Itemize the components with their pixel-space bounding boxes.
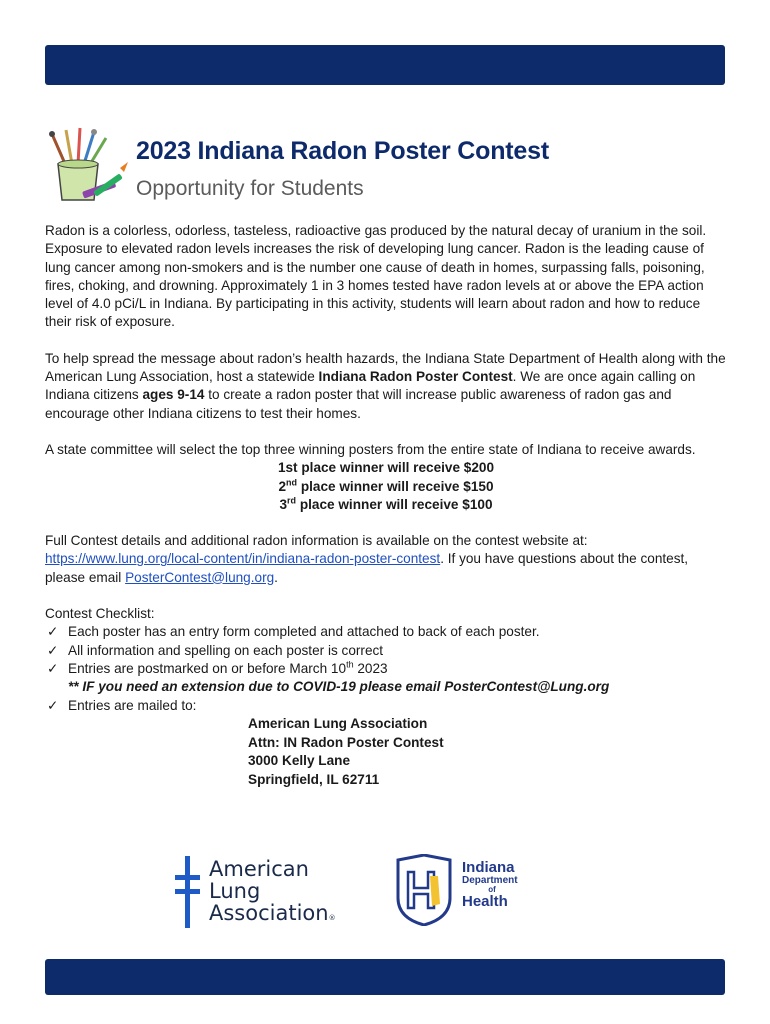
ordinal-suffix: nd — [286, 477, 298, 488]
page-subtitle: Opportunity for Students — [136, 177, 364, 200]
prize-rank: 3 — [279, 496, 288, 512]
ala-logo-line: American — [209, 857, 309, 881]
checklist-item — [45, 642, 727, 660]
checklist-item — [45, 697, 727, 715]
extension-note: ** IF you need an extension due to COVID-19 please email PosterContest@Lung.org — [68, 679, 610, 695]
ordinal-suffix: rd — [287, 495, 297, 506]
ala-logo-line — [209, 902, 336, 929]
checklist-text: 2023 — [353, 660, 388, 676]
footer-band — [45, 959, 725, 995]
idoh-logo-line: Health — [462, 893, 508, 910]
age-range: ages 9-14 — [142, 387, 205, 403]
idoh-logo-text — [462, 860, 522, 910]
contest-paragraph — [45, 350, 727, 423]
address-line: Attn: IN Radon Poster Contest — [248, 734, 444, 750]
checklist-text: Entries are postmarked on or before March 10 — [68, 660, 347, 676]
address-line: 3000 Kelly Lane — [248, 753, 351, 769]
checklist-text: Each poster has an entry form completed and attached to back of each poster. — [68, 624, 540, 640]
art-supplies-icon — [44, 126, 134, 208]
intro-paragraph: Radon is a colorless, odorless, tasteless, radioactive gas produced by the natural decay of uranium in the soil. Exposure to elevated radon levels increases the risk of developing lung cancer. Radon is the leading cause of lung cancer among non-smokers and is the number one cause of death in homes, surpassing falls, poisoning, fires, choking, and drowning. Approximately 1 in 3 homes tested have radon levels at or above the EPA action level of 4.0 pCi/L in Indiana. By participating in this activity, students will learn about radon and how to reduce their risk of exposure. — [45, 223, 707, 330]
ala-logo-word: Association — [209, 901, 329, 925]
contest-website-link[interactable]: https://www.lung.org/local-content/in/indiana-radon-poster-contest — [45, 551, 441, 567]
prize-list — [45, 459, 727, 514]
checklist-text: Entries are mailed to: — [68, 697, 197, 713]
address-line: American Lung Association — [248, 715, 428, 731]
text-span: Full Contest details and additional radon information is available on the contest website at: — [45, 533, 588, 549]
text-span: . If you have questions about the contest, please email — [45, 551, 689, 585]
contest-email-link[interactable]: PosterContest@lung.org — [125, 569, 275, 585]
prize-third — [45, 496, 727, 514]
ala-logo-text — [209, 858, 336, 929]
text-span: To help spread the message about radon’s health hazards, the Indiana State Department of Health along with the American Lung Association, host a statewide — [45, 350, 726, 385]
prize-first: 1st place winner will receive $200 — [277, 460, 495, 476]
idoh-logo-line: Indiana — [462, 859, 515, 876]
registered-mark: ® — [328, 914, 336, 922]
text-span: to create a radon poster that will increase public awareness of radon gas and encourage other Indiana citizens to test their homes. — [45, 387, 672, 421]
ordinal-suffix: th — [346, 659, 354, 670]
checklist-item — [45, 660, 727, 678]
document-body — [45, 222, 727, 790]
checkmark-icon: ✓ — [47, 697, 59, 713]
contest-name: Indiana Radon Poster Contest — [318, 369, 513, 385]
checklist — [45, 623, 727, 714]
checklist-item — [45, 623, 727, 641]
details-paragraph — [45, 532, 727, 587]
committee-paragraph: A state committee will select the top three winning posters from the entire state of Indiana to receive awards. — [45, 441, 696, 457]
prize-text: place winner will receive $100 — [296, 496, 493, 512]
ala-logo-line: Lung — [209, 879, 261, 903]
checklist-text: All information and spelling on each poster is correct — [68, 642, 384, 658]
prize-rank: 2 — [278, 478, 287, 494]
text-span: . — [274, 569, 278, 585]
mailing-address — [248, 715, 727, 790]
text-span: . We are once again calling on Indiana citizens — [45, 369, 696, 403]
prize-second — [45, 478, 727, 496]
address-line: Springfield, IL 62711 — [248, 772, 380, 788]
checkmark-icon: ✓ — [47, 660, 59, 676]
prize-text: place winner will receive $150 — [297, 478, 494, 494]
idoh-logo-line: of — [488, 885, 496, 894]
checkmark-icon: ✓ — [47, 642, 59, 658]
page-title: 2023 Indiana Radon Poster Contest — [136, 137, 549, 165]
idoh-logo-line: Department — [462, 875, 518, 886]
checkmark-icon: ✓ — [47, 624, 59, 640]
checklist-heading: Contest Checklist: — [45, 606, 155, 622]
header-band — [45, 45, 725, 85]
